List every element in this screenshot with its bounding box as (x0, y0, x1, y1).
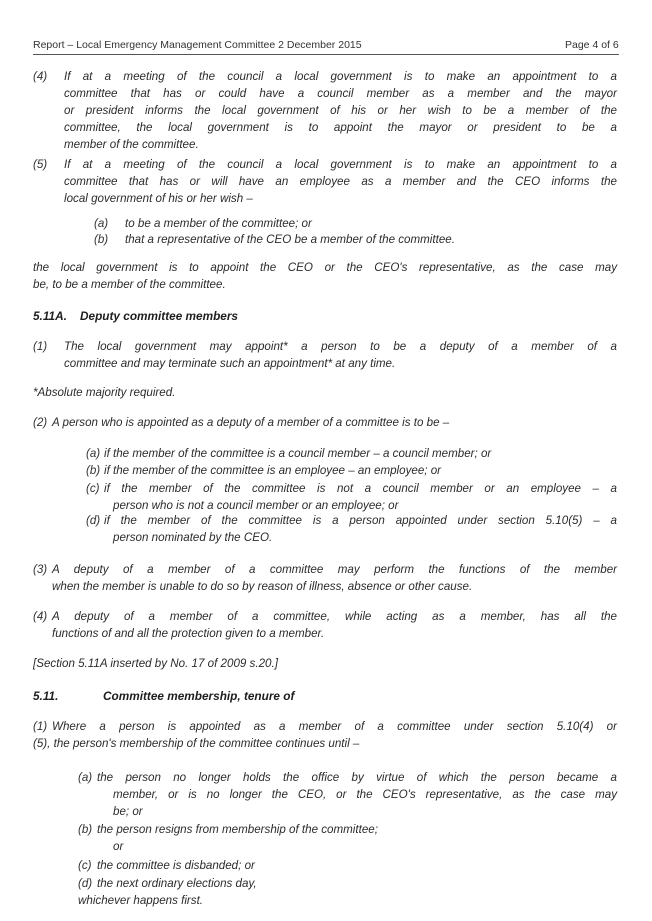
header-title: Report – Local Emergency Management Committee 2 December 2015 (33, 39, 362, 51)
closing-line: the local government is to appoint the CEO or the CEO's representative, as the case may (33, 261, 617, 274)
item-label: (b) (78, 823, 93, 836)
clause-line: A person who is appointed as a deputy of a member of a committee is to be – (52, 416, 450, 429)
item-line: the next ordinary elections day, (97, 877, 257, 890)
item-label: (c) (78, 859, 92, 872)
item-line: person nominated by the CEO. (113, 531, 273, 544)
closing-line: be, to be a member of the committee. (33, 278, 226, 291)
item-label: (c) (86, 482, 100, 495)
clause-line: (5), the person's membership of the committee continues until – (33, 737, 360, 750)
section-title: Deputy committee members (80, 309, 238, 323)
item-label: (d) (78, 877, 93, 890)
section-title: Committee membership, tenure of (103, 689, 295, 703)
item-line: member, or is no longer the CEO, or the CEO's representative, as the case may (113, 788, 617, 801)
item-line: to be a member of the committee; or (125, 217, 312, 230)
clause-line: The local government may appoint* a person to be a deputy of a member of a (64, 340, 617, 353)
clause-line: committee, the local government is to appoint the mayor or president to be a (64, 121, 617, 134)
clause-line: or president informs the local government of his or her wish to be a member of the (64, 104, 617, 117)
item-line: if the member of the committee is not a council member or an employee – a (104, 482, 617, 495)
item-label: (a) (86, 447, 101, 460)
footnote: *Absolute majority required. (33, 386, 176, 399)
item-label: (d) (86, 514, 101, 527)
item-line: the person resigns from membership of the committee; (97, 823, 378, 836)
clause-line: If at a meeting of the council a local government is to make an appointment to a (64, 70, 617, 83)
item-label: (a) (94, 217, 109, 230)
section-number: 5.11. (33, 689, 59, 703)
page-number: Page 4 of 6 (565, 39, 619, 51)
section-number: 5.11A. (33, 309, 67, 323)
item-line: if the member of the committee is a person appointed under section 5.10(5) – a (104, 514, 617, 527)
header-rule (33, 54, 619, 55)
item-line: person who is not a council member or an employee; or (113, 499, 399, 512)
item-line: or (113, 840, 124, 853)
item-line: the person no longer holds the office by virtue of which the person became a (97, 771, 617, 784)
clause-line: A deputy of a member of a committee, while acting as a member, has all the (52, 610, 617, 623)
clause-line: committee that has or will have an employee as a member and the CEO informs the (64, 175, 617, 188)
clause-line: local government of his or her wish – (64, 192, 253, 205)
clause-line: functions of and all the protection given to a member. (52, 627, 325, 640)
clause-label: (3) (33, 563, 48, 576)
item-label: (a) (78, 771, 93, 784)
clause-label: (1) (33, 340, 48, 353)
closing-line: whichever happens first. (78, 894, 204, 907)
clause-label: (1) (33, 720, 48, 733)
item-line: if the member of the committee is a council member – a council member; or (104, 447, 492, 460)
item-line: if the member of the committee is an employee – an employee; or (104, 464, 442, 477)
clause-line: If at a meeting of the council a local government is to make an appointment to a (64, 158, 617, 171)
clause-line: committee that has or could have a council member as a member and the mayor (64, 87, 617, 100)
clause-line: committee and may terminate such an appointment* at any time. (64, 357, 396, 370)
item-label: (b) (86, 464, 101, 477)
clause-line: Where a person is appointed as a member of a committee under section 5.10(4) or (52, 720, 617, 733)
clause-line: member of the committee. (64, 138, 199, 151)
section-history: [Section 5.11A inserted by No. 17 of 2009 s.20.] (33, 657, 278, 670)
clause-label: (4) (33, 610, 48, 623)
clause-label: (4) (33, 70, 48, 83)
item-label: (b) (94, 233, 109, 246)
clause-label: (5) (33, 158, 48, 171)
clause-label: (2) (33, 416, 48, 429)
clause-line: when the member is unable to do so by reason of illness, absence or other cause. (52, 580, 473, 593)
item-line: be; or (113, 805, 143, 818)
item-line: that a representative of the CEO be a member of the committee. (125, 233, 455, 246)
item-line: the committee is disbanded; or (97, 859, 255, 872)
clause-line: A deputy of a member of a committee may perform the functions of the member (52, 563, 617, 576)
